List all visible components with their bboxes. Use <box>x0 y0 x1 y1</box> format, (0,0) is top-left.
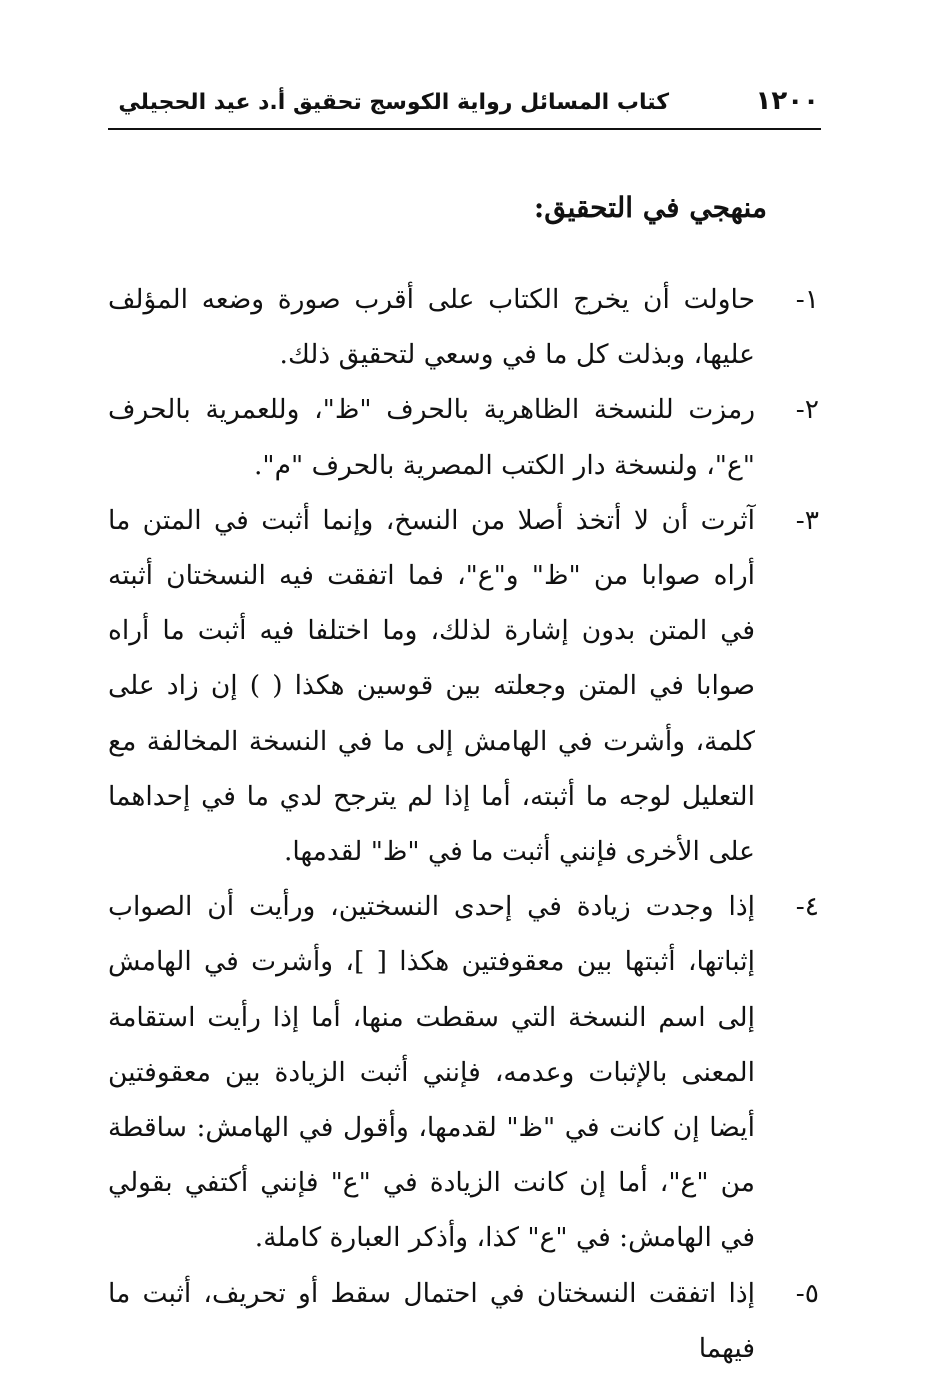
page-body <box>108 180 819 1376</box>
item-number: ٢- <box>795 394 819 426</box>
page-number: ١٢٠٠ <box>755 86 819 116</box>
item-text: آثرت أن لا أتخذ أصلا من النسخ، وإنما أثبت في المتن ما أراه صوابا من "ظ" و"ع"، فما اتفقت فيه النسختان أثبته في المتن بدون إشارة لذلك، وما اختلفا فيه أثبت ما أراه صوابا في المتن وجعلته بين قوسين هكذا ( ) إن زاد على كلمة، وأشرت في الهامش إلى ما في النسخة المخالفة مع التعليل لوجه ما أثبته، أما إذا لم يترجح لدي ما في إحداهما على الأخرى فإنني أثبت ما في "ظ" لقدمها. <box>108 504 755 868</box>
running-title: كتاب المسائل رواية الكوسج تحقيق أ.د عيد الحجيلي <box>118 90 669 115</box>
item-number: ١- <box>795 284 819 315</box>
page-header <box>108 82 819 128</box>
item-text: حاولت أن يخرج الكتاب على أقرب صورة وضعه المؤلف عليها، وبذلت كل ما في وسعي لتحقيق ذلك. <box>108 284 755 371</box>
item-number: ٤- <box>795 891 819 923</box>
item-text: إذا وجدت زيادة في إحدى النسختين، ورأيت أن الصواب إثباتها، أثبتها بين معقوفتين هكذا [ ]، وأشرت في الهامش إلى اسم النسخة التي سقطت منها، أما إذا رأيت استقامة المعنى بالإثبات وعدمه، فإنني أثبت الزيادة بين معقوفتين أيضا إن كانت في "ظ" لقدمها، وأقول في الهامش: ساقطة من "ع"، أما إن كانت الزيادة في "ع" فإنني أكتفي بقولي في الهامش: في "ع" كذا، وأذكر العبارة كاملة. <box>108 891 755 1254</box>
list-item <box>108 382 819 492</box>
list-item <box>108 879 819 1265</box>
item-number: ٥- <box>795 1277 819 1309</box>
item-number: ٣- <box>795 504 819 536</box>
item-text: إذا اتفقت النسختان في احتمال سقط أو تحريف، أثبت ما فيهما <box>108 1277 755 1364</box>
list-item <box>108 1266 819 1376</box>
list-item <box>108 272 819 382</box>
item-text: رمزت للنسخة الظاهرية بالحرف "ظ"، وللعمرية بالحرف "ع"، ولنسخة دار الكتب المصرية بالحرف "م". <box>108 394 755 481</box>
header-divider <box>108 128 821 130</box>
section-heading: منهجي في التحقيق: <box>533 191 767 224</box>
list-item <box>108 493 819 879</box>
